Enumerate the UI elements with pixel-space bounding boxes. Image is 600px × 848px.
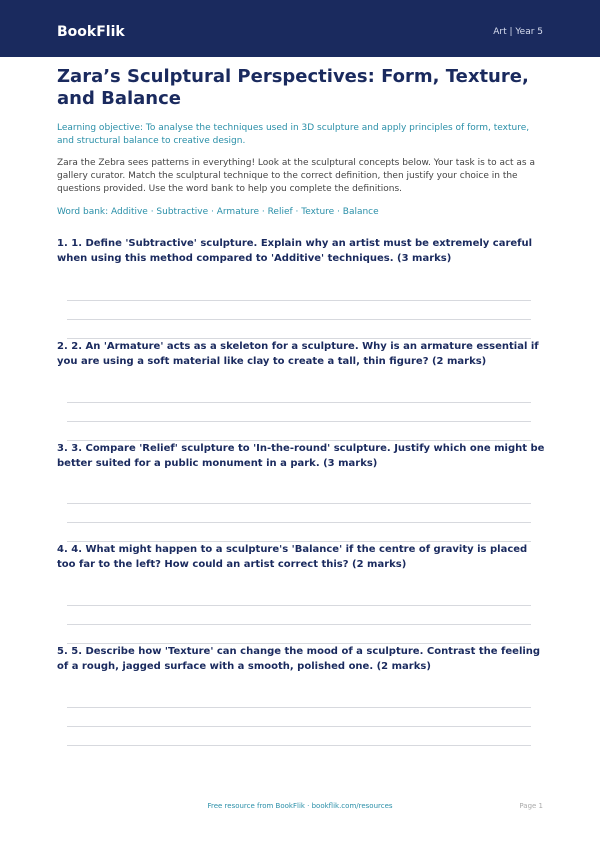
- subject-year-label: Art | Year 5: [493, 27, 543, 37]
- word-bank: Word bank: Additive · Subtractive · Armature · Relief · Texture · Balance: [57, 207, 379, 217]
- header-bar: [0, 0, 600, 57]
- question-1: 1. 1. Define 'Subtractive' sculpture. Explain why an artist must be extremely careful when using this method compared to 'Additive' techniques. (3 marks): [57, 238, 533, 264]
- answer-line[interactable]: [67, 319, 531, 320]
- page-number: Page 1: [519, 802, 543, 810]
- question-5: 5. 5. Describe how 'Texture' can change the mood of a sculpture. Contrast the feeling of a rough, jagged surface with a smooth, polished one. (2 marks): [57, 646, 541, 672]
- answer-line[interactable]: [67, 503, 531, 504]
- answer-line[interactable]: [67, 707, 531, 708]
- intro-paragraph: Zara the Zebra sees patterns in everything! Look at the sculptural concepts below. Your task is to act as a gallery curator. Match the sculptural technique to the correct definition, then justify your choice in the questions provided. Use the word bank to help you complete the definitions.: [57, 158, 535, 195]
- question-4: 4. 4. What might happen to a sculpture's 'Balance' if the centre of gravity is placed too far to the left? How could an artist correct this? (2 marks): [57, 544, 528, 570]
- answer-line[interactable]: [67, 522, 531, 523]
- answer-line[interactable]: [67, 421, 531, 422]
- answer-line[interactable]: [67, 745, 531, 746]
- answer-line[interactable]: [67, 605, 531, 606]
- learning-objective: Learning objective: To analyse the techniques used in 3D sculpture and apply principles of form, texture, and structural balance to creative design.: [57, 123, 530, 146]
- worksheet-title: Zara’s Sculptural Perspectives: Form, Texture, and Balance: [57, 66, 529, 109]
- answer-line[interactable]: [67, 300, 531, 301]
- answer-line[interactable]: [67, 726, 531, 727]
- answer-line[interactable]: [67, 624, 531, 625]
- brand-logo[interactable]: BookFlik: [57, 24, 125, 40]
- question-2: 2. 2. An 'Armature' acts as a skeleton for a sculpture. Why is an armature essential if you are using a soft material like clay to create a tall, thin figure? (2 marks): [57, 341, 539, 367]
- footer-credit[interactable]: Free resource from BookFlik · bookflik.com/resources: [207, 802, 393, 810]
- answer-line[interactable]: [67, 402, 531, 403]
- question-3: 3. 3. Compare 'Relief' sculpture to 'In-the-round' sculpture. Justify which one might be better suited for a public monument in a park. (3 marks): [57, 443, 545, 469]
